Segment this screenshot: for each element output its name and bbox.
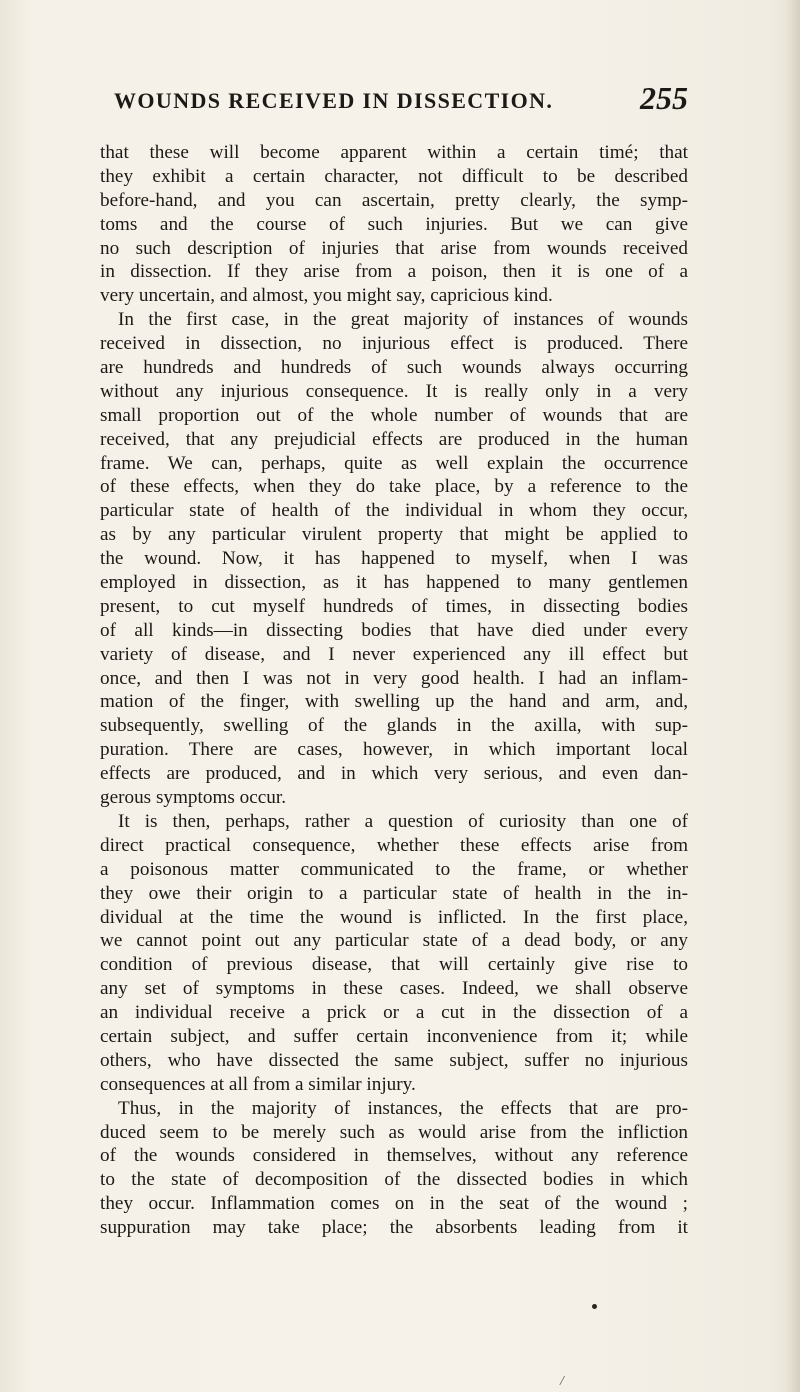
- text-line: received, that any prejudicial effects are produced in the human: [100, 428, 688, 450]
- text-line: any set of symptoms in these cases. Indeed, we shall observe: [100, 978, 688, 1000]
- text-line: others, who have dissected the same subject, suffer no injurious: [100, 1049, 688, 1071]
- text-line: of all kinds—in dissecting bodies that have died under every: [100, 619, 688, 641]
- text-line: dividual at the time the wound is inflicted. In the first place,: [100, 906, 688, 928]
- text-line: as by any particular virulent property that might be applied to: [100, 524, 688, 546]
- ink-speck: [592, 1304, 597, 1309]
- text-line: of the wounds considered in themselves, without any reference: [100, 1145, 688, 1167]
- text-line: small proportion out of the whole number of wounds that are: [100, 404, 688, 426]
- text-line: consequences at all from a similar injury.: [100, 1073, 416, 1095]
- text-line: employed in dissection, as it has happened to many gentlemen: [100, 572, 688, 594]
- text-line: before-hand, and you can ascertain, pretty clearly, the symp-: [100, 189, 688, 211]
- running-title: WOUNDS RECEIVED IN DISSECTION.: [114, 88, 554, 113]
- text-line: without any injurious consequence. It is really only in a very: [100, 380, 688, 402]
- text-line: Thus, in the majority of instances, the effects that are pro-: [118, 1097, 688, 1119]
- text-line: in dissection. If they arise from a poison, then it is one of a: [100, 261, 688, 283]
- text-line: to the state of decomposition of the dissected bodies in which: [100, 1169, 688, 1191]
- text-line: are hundreds and hundreds of such wounds always occurring: [100, 357, 688, 379]
- text-line: they occur. Inflammation comes on in the seat of the wound ;: [100, 1193, 688, 1215]
- text-line: we cannot point out any particular state of a dead body, or any: [100, 930, 688, 952]
- text-line: puration. There are cases, however, in which important local: [100, 739, 688, 761]
- text-line: In the first case, in the great majority of instances of wounds: [118, 309, 688, 331]
- text-line: It is then, perhaps, rather a question of curiosity than one of: [118, 810, 688, 832]
- page-edge-shadow: [786, 0, 800, 1392]
- text-line: effects are produced, and in which very serious, and even dan-: [100, 763, 688, 785]
- text-line: duced seem to be merely such as would arise from the infliction: [100, 1121, 688, 1143]
- text-line: toms and the course of such injuries. But we can give: [100, 213, 688, 235]
- text-line: they owe their origin to a particular state of health in the in-: [100, 882, 688, 904]
- text-line: gerous symptoms occur.: [100, 787, 286, 809]
- text-line: a poisonous matter communicated to the frame, or whether: [100, 858, 688, 880]
- text-line: subsequently, swelling of the glands in the axilla, with sup-: [100, 715, 688, 737]
- text-line: very uncertain, and almost, you might say, capricious kind.: [100, 285, 553, 307]
- body-text: [100, 141, 688, 1240]
- stray-mark: /: [560, 1374, 564, 1389]
- text-line: no such description of injuries that arise from wounds received: [100, 237, 688, 259]
- text-line: variety of disease, and I never experienced any ill effect but: [100, 643, 688, 665]
- text-line: an individual receive a prick or a cut in the dissection of a: [100, 1002, 688, 1024]
- text-line: direct practical consequence, whether these effects arise from: [100, 834, 688, 856]
- text-line: certain subject, and suffer certain inconvenience from it; while: [100, 1025, 688, 1047]
- page-number: 255: [640, 80, 688, 116]
- text-line: frame. We can, perhaps, quite as well explain the occurrence: [100, 452, 688, 474]
- text-line: particular state of health of the individual in whom they occur,: [100, 500, 688, 522]
- text-line: received in dissection, no injurious effect is produced. There: [100, 333, 688, 355]
- text-line: mation of the finger, with swelling up the hand and arm, and,: [100, 691, 688, 713]
- text-line: the wound. Now, it has happened to myself, when I was: [100, 548, 688, 570]
- text-line: condition of previous disease, that will certainly give rise to: [100, 954, 688, 976]
- text-line: once, and then I was not in very good health. I had an inflam-: [100, 667, 688, 689]
- text-line: that these will become apparent within a certain timé; that: [100, 142, 688, 163]
- text-line: they exhibit a certain character, not difficult to be described: [100, 165, 688, 187]
- text-line: suppuration may take place; the absorbents leading from it: [100, 1217, 688, 1239]
- page-header: [100, 82, 688, 122]
- text-line: of these effects, when they do take place, by a reference to the: [100, 476, 688, 498]
- text-line: present, to cut myself hundreds of times, in dissecting bodies: [100, 595, 688, 617]
